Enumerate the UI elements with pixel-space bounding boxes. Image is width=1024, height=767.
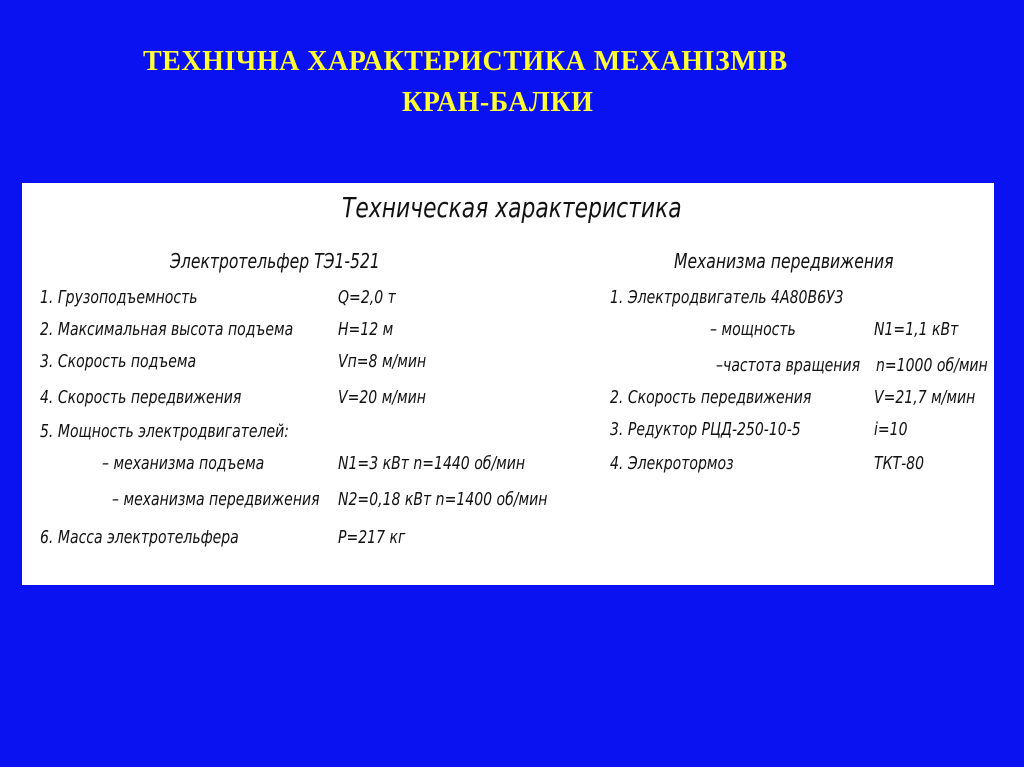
sheet-heading: Техническая характеристика [342,191,682,224]
right-row-label: – мощность [710,319,796,340]
left-row-label: 5. Мощность электродвигателей: [40,421,290,442]
left-row-value: P=217 кг [338,527,406,548]
right-row-label: –частота вращения [716,355,861,376]
right-row-label: 4. Элекротормоз [610,453,734,474]
left-row-label: – механизма подъема [102,453,265,474]
left-row-label: – механизма передвижения [112,489,320,510]
right-row-label: 3. Редуктор РЦД-250-10-5 [610,419,801,440]
slide-title [0,0,1024,160]
slide-title-line-1: ТЕХНІЧНА ХАРАКТЕРИСТИКА МЕХАНІЗМІВ [143,46,788,77]
left-row-value: H=12 м [338,319,394,340]
left-row-value: Q=2,0 т [338,287,396,308]
left-row-label: 3. Скорость подъема [40,351,197,372]
left-row-value: V=20 м/мин [338,387,426,408]
right-row-value: ТКТ-80 [874,453,925,474]
left-row-label: 1. Грузоподъемность [40,287,198,308]
left-row-label: 4. Скорость передвижения [40,387,242,408]
right-row-label: 2. Скорость передвижения [610,387,812,408]
left-row-value: Vп=8 м/мин [338,351,427,372]
left-row-label: 6. Масса электротельфера [40,527,239,548]
left-section-heading: Электротельфер ТЭ1-521 [170,249,380,273]
spec-sheet-image [22,183,994,585]
right-row-label: 1. Электродвигатель 4А80В6У3 [610,287,844,308]
left-row-value: N2=0,18 кВт n=1400 об/мин [338,489,548,510]
right-row-value: V=21,7 м/мин [874,387,976,408]
right-row-value: N1=1,1 кВт [874,319,959,340]
left-row-label: 2. Максимальная высота подъема [40,319,294,340]
right-row-value: i=10 [874,419,908,440]
left-row-value: N1=3 кВт n=1440 об/мин [338,453,526,474]
slide-title-line-2: КРАН-БАЛКИ [402,87,594,118]
right-row-value: n=1000 об/мин [876,355,988,376]
right-section-heading: Механизма передвижения [674,249,894,273]
